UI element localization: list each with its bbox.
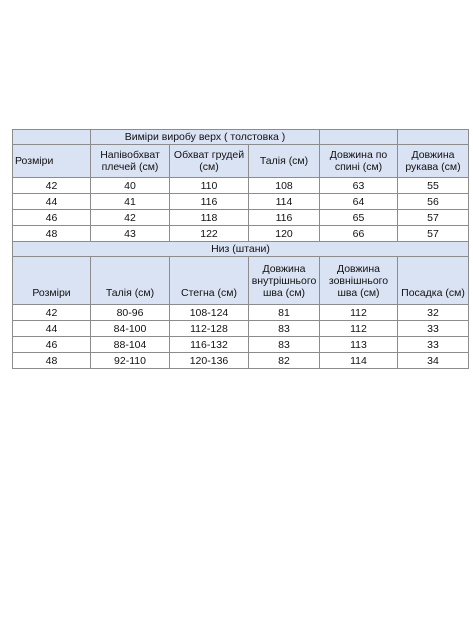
table-cell: 92-110 bbox=[91, 353, 170, 369]
table-cell: 64 bbox=[320, 194, 398, 210]
table-cell: 34 bbox=[398, 353, 469, 369]
table-cell: 48 bbox=[13, 226, 91, 242]
table-cell: 44 bbox=[13, 321, 91, 337]
table-cell: 46 bbox=[13, 337, 91, 353]
top-table-title: Виміри виробу верх ( толстовка ) bbox=[91, 130, 320, 145]
table-cell: 118 bbox=[170, 210, 249, 226]
table-cell: 120 bbox=[249, 226, 320, 242]
table-cell: 33 bbox=[398, 337, 469, 353]
table-cell: 32 bbox=[398, 305, 469, 321]
bottom-header-row bbox=[13, 257, 469, 305]
table-cell: 55 bbox=[398, 178, 469, 194]
table-cell: 33 bbox=[398, 321, 469, 337]
table-row bbox=[13, 321, 469, 337]
table-cell: 48 bbox=[13, 353, 91, 369]
table-cell: 114 bbox=[249, 194, 320, 210]
top-header-row bbox=[13, 145, 469, 178]
table-cell: 80-96 bbox=[91, 305, 170, 321]
top-header-sizes: Розміри bbox=[13, 145, 91, 178]
table-cell: 108-124 bbox=[170, 305, 249, 321]
table-row bbox=[13, 226, 469, 242]
table-cell: 84-100 bbox=[91, 321, 170, 337]
table-cell: 113 bbox=[320, 337, 398, 353]
table-cell: 57 bbox=[398, 226, 469, 242]
table-cell: 122 bbox=[170, 226, 249, 242]
table-cell: 46 bbox=[13, 210, 91, 226]
table-cell: 112 bbox=[320, 305, 398, 321]
bottom-header-hips: Стегна (см) bbox=[170, 257, 249, 305]
table-cell: 116 bbox=[170, 194, 249, 210]
table-cell: 112-128 bbox=[170, 321, 249, 337]
table-cell: 112 bbox=[320, 321, 398, 337]
top-title-right-cell-2 bbox=[398, 130, 469, 145]
table-cell: 42 bbox=[13, 305, 91, 321]
table-cell: 114 bbox=[320, 353, 398, 369]
top-header-waist: Талія (см) bbox=[249, 145, 320, 178]
bottom-header-rise: Посадка (см) bbox=[398, 257, 469, 305]
table-cell: 40 bbox=[91, 178, 170, 194]
top-header-chest: Обхват грудей (см) bbox=[170, 145, 249, 178]
top-title-right-cell bbox=[320, 130, 398, 145]
bottom-header-sizes: Розміри bbox=[13, 257, 91, 305]
table-cell: 108 bbox=[249, 178, 320, 194]
table-cell: 56 bbox=[398, 194, 469, 210]
top-title-left-cell bbox=[13, 130, 91, 145]
top-header-back-length: Довжина по спині (см) bbox=[320, 145, 398, 178]
table-cell: 63 bbox=[320, 178, 398, 194]
table-cell: 120-136 bbox=[170, 353, 249, 369]
size-chart bbox=[12, 129, 468, 369]
table-cell: 44 bbox=[13, 194, 91, 210]
table-cell: 66 bbox=[320, 226, 398, 242]
table-row bbox=[13, 194, 469, 210]
table-cell: 57 bbox=[398, 210, 469, 226]
bottom-table-title: Низ (штани) bbox=[13, 242, 469, 257]
table-cell: 88-104 bbox=[91, 337, 170, 353]
table-cell: 81 bbox=[249, 305, 320, 321]
size-table bbox=[12, 129, 469, 369]
table-row bbox=[13, 210, 469, 226]
table-cell: 42 bbox=[13, 178, 91, 194]
table-cell: 83 bbox=[249, 337, 320, 353]
table-cell: 116 bbox=[249, 210, 320, 226]
top-header-shoulders: Напівобхват плечей (см) bbox=[91, 145, 170, 178]
table-cell: 110 bbox=[170, 178, 249, 194]
table-cell: 42 bbox=[91, 210, 170, 226]
top-title-row bbox=[13, 130, 469, 145]
table-row bbox=[13, 305, 469, 321]
table-cell: 43 bbox=[91, 226, 170, 242]
table-cell: 83 bbox=[249, 321, 320, 337]
table-cell: 41 bbox=[91, 194, 170, 210]
table-cell: 116-132 bbox=[170, 337, 249, 353]
top-header-sleeve-length: Довжина рукава (см) bbox=[398, 145, 469, 178]
bottom-header-outseam: Довжина зовнішнього шва (см) bbox=[320, 257, 398, 305]
bottom-title-row bbox=[13, 242, 469, 257]
table-row bbox=[13, 337, 469, 353]
table-row bbox=[13, 178, 469, 194]
table-cell: 65 bbox=[320, 210, 398, 226]
bottom-header-inseam: Довжина внутрішнього шва (см) bbox=[249, 257, 320, 305]
table-row bbox=[13, 353, 469, 369]
bottom-header-waist: Талія (см) bbox=[91, 257, 170, 305]
table-cell: 82 bbox=[249, 353, 320, 369]
